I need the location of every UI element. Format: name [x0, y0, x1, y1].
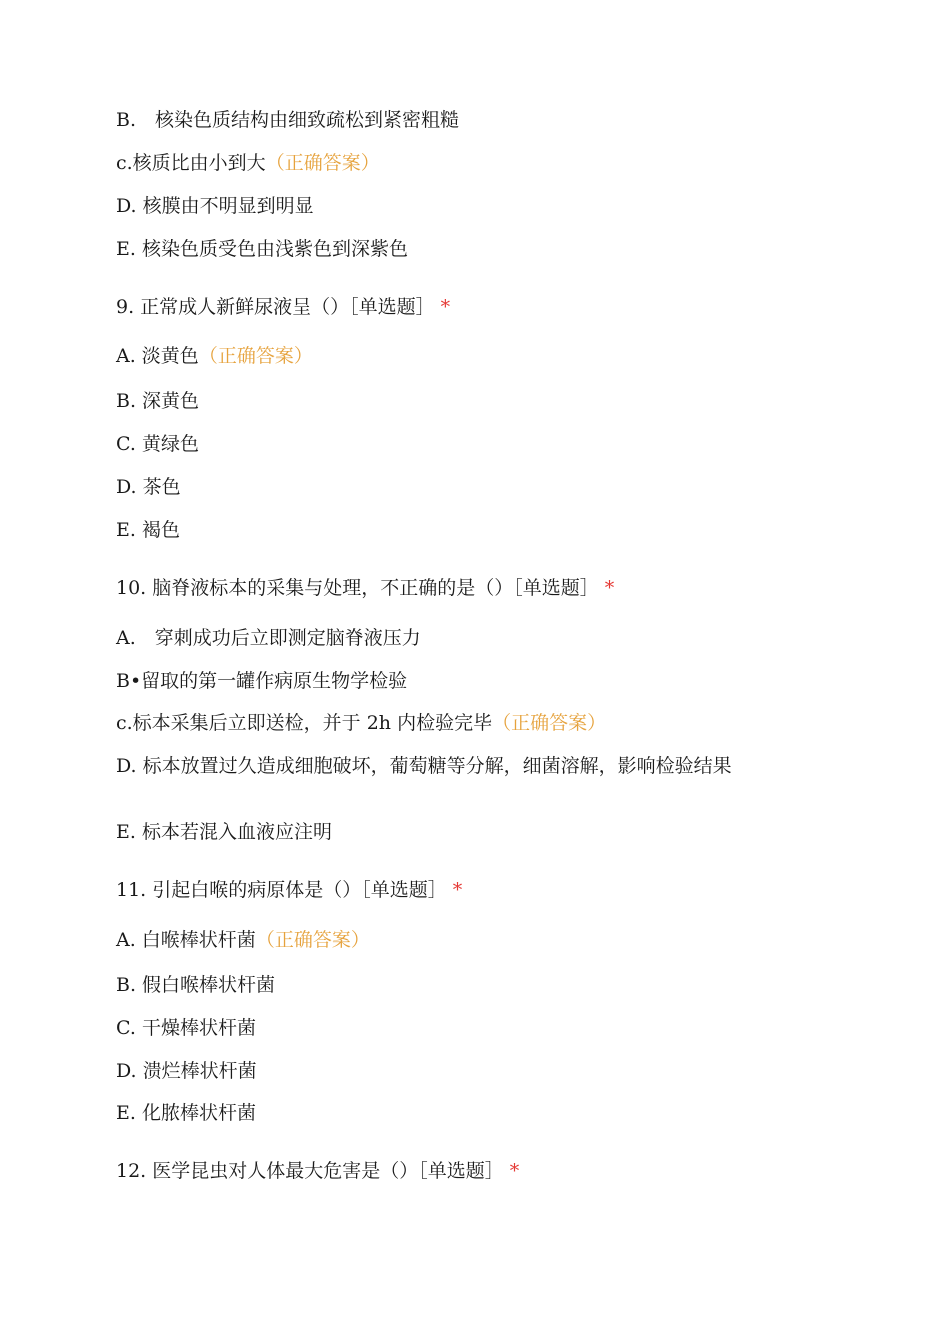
q10-option-b-text: B•留取的第一罐作病原生物学检验: [116, 670, 408, 692]
q11-option-c: [116, 1016, 766, 1040]
q10-option-a: [116, 626, 766, 650]
q9-option-a-text: A. 淡黄色: [116, 345, 199, 367]
q9-option-b-text: B. 深黄色: [116, 390, 200, 412]
required-mark: *: [509, 1160, 520, 1182]
q9-option-b: [116, 389, 766, 413]
q11-option-c-text: C. 干燥棒状杆菌: [116, 1017, 256, 1039]
q9-stem-text: 9. 正常成人新鲜尿液呈（）［单选题］: [116, 296, 435, 318]
q11-option-b-text: B. 假白喉棒状杆菌: [116, 974, 276, 996]
q11-option-e-text: E. 化脓棒状杆菌: [116, 1102, 256, 1124]
q9-option-a: [116, 344, 766, 368]
q10-option-e: [116, 820, 766, 844]
q10-option-c: [116, 711, 766, 735]
q10-option-d-text: D. 标本放置过久造成细胞破坏，葡萄糖等分解，细菌溶解，影响检验结果: [116, 755, 732, 777]
q11-stem: [116, 878, 766, 902]
q9-option-d-text: D. 茶色: [116, 476, 181, 498]
q9-option-c: [116, 432, 766, 456]
q12-stem: [116, 1159, 766, 1183]
q10-option-a-text: A. 穿刺成功后立即测定脑脊液压力: [116, 627, 421, 649]
q10-option-d: [116, 754, 761, 778]
q8-option-b-text: B. 核染色质结构由细致疏松到紧密粗糙: [116, 109, 460, 131]
correct-answer-tag: （正确答案）: [198, 345, 313, 367]
q12-stem-text: 12. 医学昆虫对人体最大危害是（）［单选题］: [116, 1160, 504, 1182]
q11-option-d-text: D. 溃烂棒状杆菌: [116, 1060, 257, 1082]
q9-option-e-text: E. 褐色: [116, 519, 180, 541]
q11-stem-text: 11. 引起白喉的病原体是（）［单选题］: [116, 879, 447, 901]
q10-stem-text: 10. 脑脊液标本的采集与处理，不正确的是（）［单选题］: [116, 577, 599, 599]
q9-option-e: [116, 518, 766, 542]
q11-option-e: [116, 1101, 766, 1125]
q8-option-b: [116, 108, 766, 132]
q11-option-b: [116, 973, 766, 997]
q9-option-d: [116, 475, 766, 499]
q10-option-c-text: c.标本采集后立即送检，并于 2h 内检验完毕: [116, 712, 493, 734]
q10-option-e-text: E. 标本若混入血液应注明: [116, 821, 332, 843]
correct-answer-tag: （正确答案）: [255, 929, 370, 951]
correct-answer-tag: （正确答案）: [492, 712, 607, 734]
q8-option-d-text: D. 核膜由不明显到明显: [116, 195, 314, 217]
q10-stem: [116, 576, 766, 600]
q8-option-d: [116, 194, 766, 218]
required-mark: *: [440, 296, 451, 318]
q8-option-e: [116, 237, 766, 261]
required-mark: *: [452, 879, 463, 901]
q8-option-c-text: c.核质比由小到大: [116, 152, 266, 174]
q9-stem: [116, 295, 766, 319]
q8-option-c: [116, 151, 766, 175]
required-mark: *: [604, 577, 615, 599]
q8-option-e-text: E. 核染色质受色由浅紫色到深紫色: [116, 238, 408, 260]
q11-option-a-text: A. 白喉棒状杆菌: [116, 929, 256, 951]
q10-option-b: [116, 669, 766, 693]
q9-option-c-text: C. 黄绿色: [116, 433, 199, 455]
correct-answer-tag: （正确答案）: [265, 152, 380, 174]
q11-option-d: [116, 1059, 766, 1083]
q11-option-a: [116, 928, 766, 952]
